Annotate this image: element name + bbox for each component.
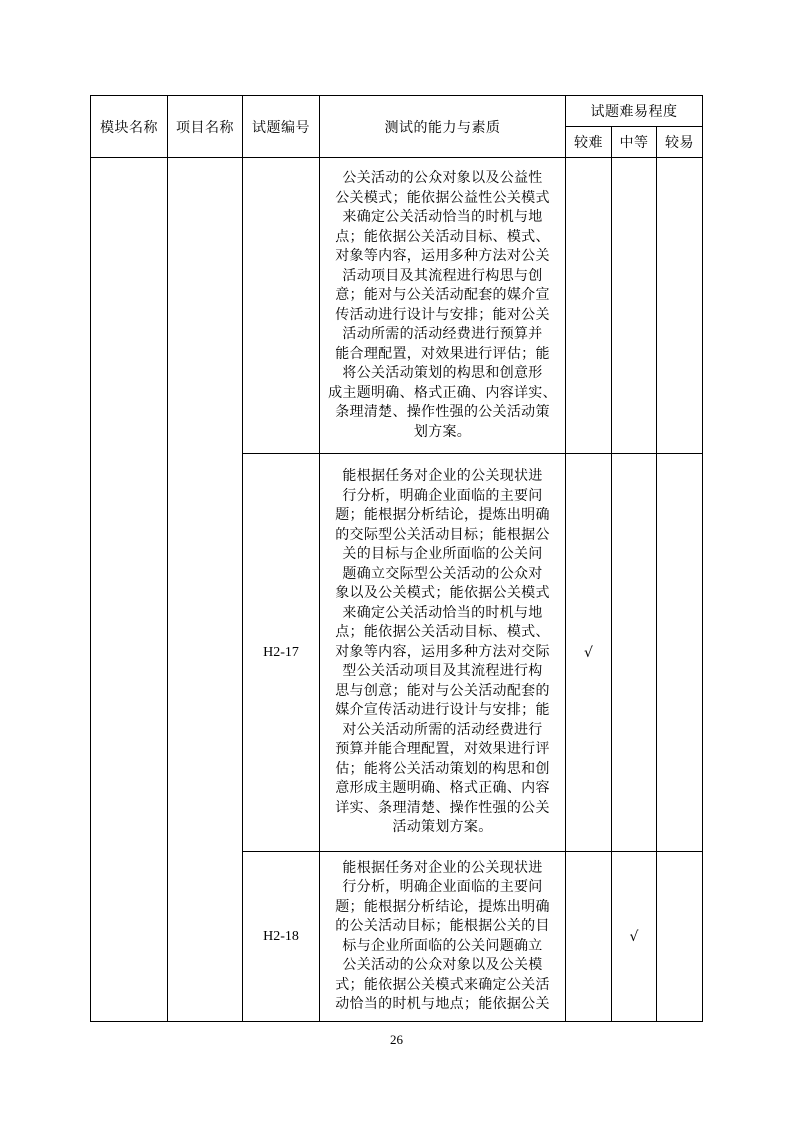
row-ability-text: 能根据任务对企业的公关现状进 行分析，明确企业面临的主要问 题；能根据分析结论，提炼出明确 的公关活动目标；能根据公关的目 标与企业所面临的公关问题确立 公关活动的公众对象以及公关模 式；能依据公关模式来确定公关活 动恰当的时机与地点；能依据公关 [335,859,550,1012]
row-ability [320,852,566,1022]
header-easy: 较易 [657,127,703,158]
header-code: 试题编号 [243,96,320,158]
table-row [91,158,703,454]
header-project: 项目名称 [168,96,243,158]
module-cell [91,158,168,1022]
header-medium: 中等 [612,127,657,158]
project-cell [168,158,243,1022]
header-hard: 较难 [566,127,612,158]
row-hard-mark: √ [566,454,612,852]
row-medium-mark [612,158,657,454]
row-medium-mark [612,454,657,852]
row-hard-mark [566,158,612,454]
header-ability: 测试的能力与素质 [320,96,566,158]
row-easy-mark [657,852,703,1022]
row-hard-mark [566,852,612,1022]
row-ability [320,454,566,852]
row-ability-text: 公关活动的公众对象以及公益性 公关模式；能依据公益性公关模式 来确定公关活动恰当的时机与地 点；能依据公关活动目标、模式、 对象等内容，运用多种方法对公关 活动项目及其流程进行构思与创 意；能对与公关活动配套的媒介宣 传活动进行设计与安排；能对公关 活动所需的活动经费进行预算并 能合理配置，对效果进行评估；能 将公关活动策划的构思和创意形 成主题明确、格式正确、内容详实、 条理清楚、操作性强的公关活动策 划方案。 [328,170,557,440]
header-module: 模块名称 [91,96,168,158]
page-number: 26 [390,1032,403,1047]
header-difficulty: 试题难易程度 [566,96,703,127]
row-code: H2-17 [243,454,320,852]
row-code: H2-18 [243,852,320,1022]
assessment-table [90,95,703,1022]
row-ability [320,158,566,454]
row-easy-mark [657,454,703,852]
row-ability-text: 能根据任务对企业的公关现状进 行分析，明确企业面临的主要问 题；能根据分析结论，提炼出明确 的交际型公关活动目标；能根据公 关的目标与企业所面临的公关问 题确立交际型公关活动的公众对 象以及公关模式；能依据公关模式 来确定公关活动恰当的时机与地 点；能依据公关活动目标、模式、 对象等内容，运用多种方法对交际 型公关活动项目及其流程进行构 思与创意；能对与公关活动配套的 媒介宣传活动进行设计与安排；能 对公关活动所需的活动经费进行 预算并能合理配置，对效果进行评 估；能将公关活动策划的构思和创 意形成主题明确、格式正确、内容 详实、条理清楚、操作性强的公关 活动策划方案。 [335,468,550,836]
row-code [243,158,320,454]
row-easy-mark [657,158,703,454]
row-medium-mark: √ [612,852,657,1022]
